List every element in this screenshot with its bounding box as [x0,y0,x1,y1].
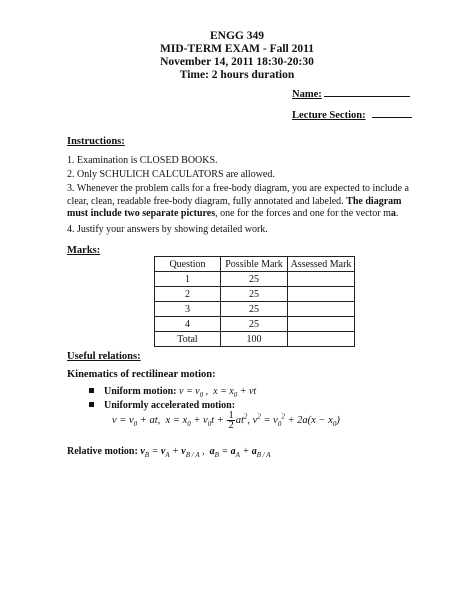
relative-motion-equation: $v_B = v_A + v_{B / A}$ , $a_B = a_A + a_{B / A}$ [140,446,271,459]
instruction-1: 1. Examination is CLOSED BOOKS. [67,155,218,166]
bullet-icon [89,388,94,393]
marks-heading: Marks: [67,245,101,256]
assessed-mark-cell[interactable] [288,317,355,332]
accelerated-motion-equation: $v = v_0$ + at, $x = x_0 + v_0t$ + $\frac{1}{2}$ $at^2$, $v^2 = v_0^2 + 2a(x - x_0)$ [112,410,340,431]
assessed-mark-cell[interactable] [288,272,355,287]
instruction-3-period: . [395,208,399,219]
table-header-row [155,257,355,272]
instruction-3 [67,183,412,221]
question-cell: 4 [155,317,221,332]
name-blank[interactable] [324,86,410,97]
column-header: Possible Mark [221,257,288,272]
assessed-mark-cell[interactable] [288,302,355,317]
name-label: Name: [292,89,322,100]
possible-mark-cell: 25 [221,302,288,317]
relative-motion-line [67,446,271,459]
table-row [155,287,355,302]
kinematics-heading: Kinematics of rectilinear motion: [67,369,216,380]
assessed-mark-cell[interactable] [288,332,355,347]
exam-duration: Time: 2 hours duration [179,69,295,81]
exam-date: November 14, 2011 18:30-20:30 [160,56,314,68]
instructions-heading: Instructions: [67,136,125,147]
table-row [155,302,355,317]
accelerated-motion-line [89,400,235,411]
uniform-motion-equation: $v = v_0$ , $x = x_0$ + vt [179,386,257,399]
column-header: Question [155,257,221,272]
section-field[interactable] [292,107,412,121]
possible-mark-cell: 100 [221,332,288,347]
possible-mark-cell: 25 [221,317,288,332]
instruction-4: 4. Justify your answers by showing detailed work. [67,224,268,235]
table-row [155,317,355,332]
question-cell: 1 [155,272,221,287]
question-cell: 2 [155,287,221,302]
question-cell: Total [155,332,221,347]
name-field[interactable] [292,86,410,100]
instruction-3-vector-a: a [390,208,396,219]
uniform-motion-line [89,386,256,399]
instruction-3-tail: , one for the forces and one for the vector m [215,208,391,219]
relative-motion-label: Relative motion: [67,446,138,457]
section-blank[interactable] [372,107,412,118]
assessed-mark-cell[interactable] [288,287,355,302]
question-cell: 3 [155,302,221,317]
instruction-3-text: 3. Whenever the problem calls for a free-body diagram, you are expected to include a clear, clean, readable free-body diagram, fully annotated and labeled. [67,183,409,207]
instruction-2: 2. Only SCHULICH CALCULATORS are allowed. [67,169,275,180]
accelerated-motion-label: Uniformly accelerated motion: [104,400,236,411]
bullet-icon [89,402,94,407]
one-half-fraction: $\frac{1}{2}$ [228,410,234,431]
instruction-3-emphasis: The diagram must include two separate pictures [67,195,402,219]
uniform-motion-label: Uniform motion: [104,386,177,397]
course-title: ENGG 349 [210,30,264,42]
column-header: Assessed Mark [288,257,355,272]
marks-table [154,256,355,347]
table-row [155,332,355,347]
possible-mark-cell: 25 [221,287,288,302]
possible-mark-cell: 25 [221,272,288,287]
section-label: Lecture Section: [292,110,366,121]
exam-title: MID-TERM EXAM - Fall 2011 [160,43,314,55]
table-row [155,272,355,287]
relations-heading: Useful relations: [67,351,141,362]
